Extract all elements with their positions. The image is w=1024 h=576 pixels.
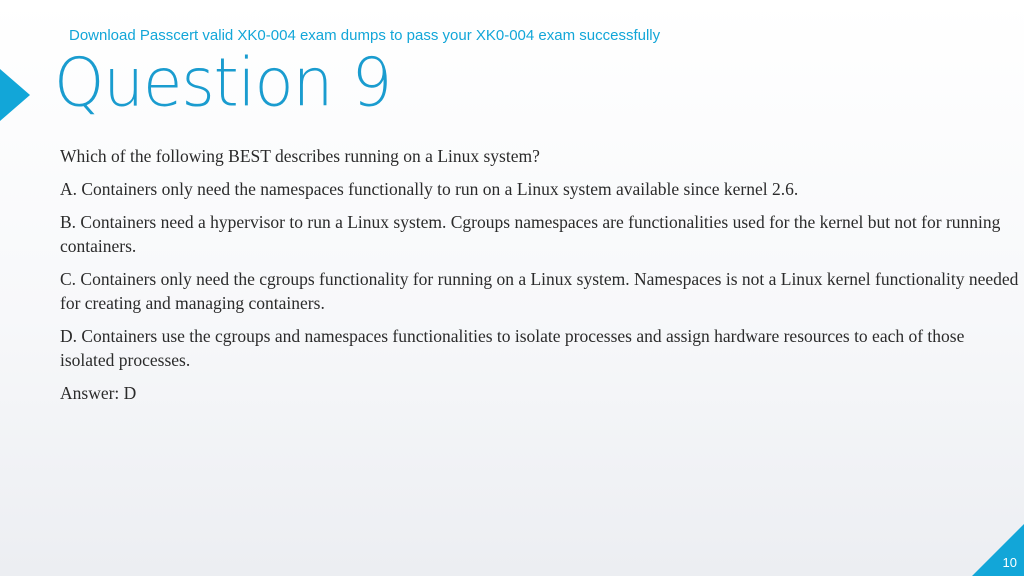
option-b: B. Containers need a hypervisor to run a Linux system. Cgroups namespaces are functionalities used for the kernel but not for running containers. xyxy=(60,212,1001,256)
slide-title: Question 9 xyxy=(54,44,392,123)
accent-arrow-icon xyxy=(0,69,30,121)
question-content xyxy=(60,144,1022,414)
question-text: Which of the following BEST describes running on a Linux system? xyxy=(60,146,540,166)
page-number: 10 xyxy=(1002,555,1017,570)
option-a: A. Containers only need the namespaces functionally to run on a Linux system available since kernel 2.6. xyxy=(60,179,799,199)
option-c: C. Containers only need the cgroups functionality for running on a Linux system. Namespaces is not a Linux kernel functionality needed for creating and managing containers. xyxy=(60,269,1019,313)
download-banner[interactable]: Download Passcert valid XK0-004 exam dumps to pass your XK0-004 exam successfully xyxy=(69,27,661,44)
option-d: D. Containers use the cgroups and namespaces functionalities to isolate processes and assign hardware resources to each of those isolated processes. xyxy=(60,326,965,370)
answer-text: Answer: D xyxy=(60,383,137,403)
